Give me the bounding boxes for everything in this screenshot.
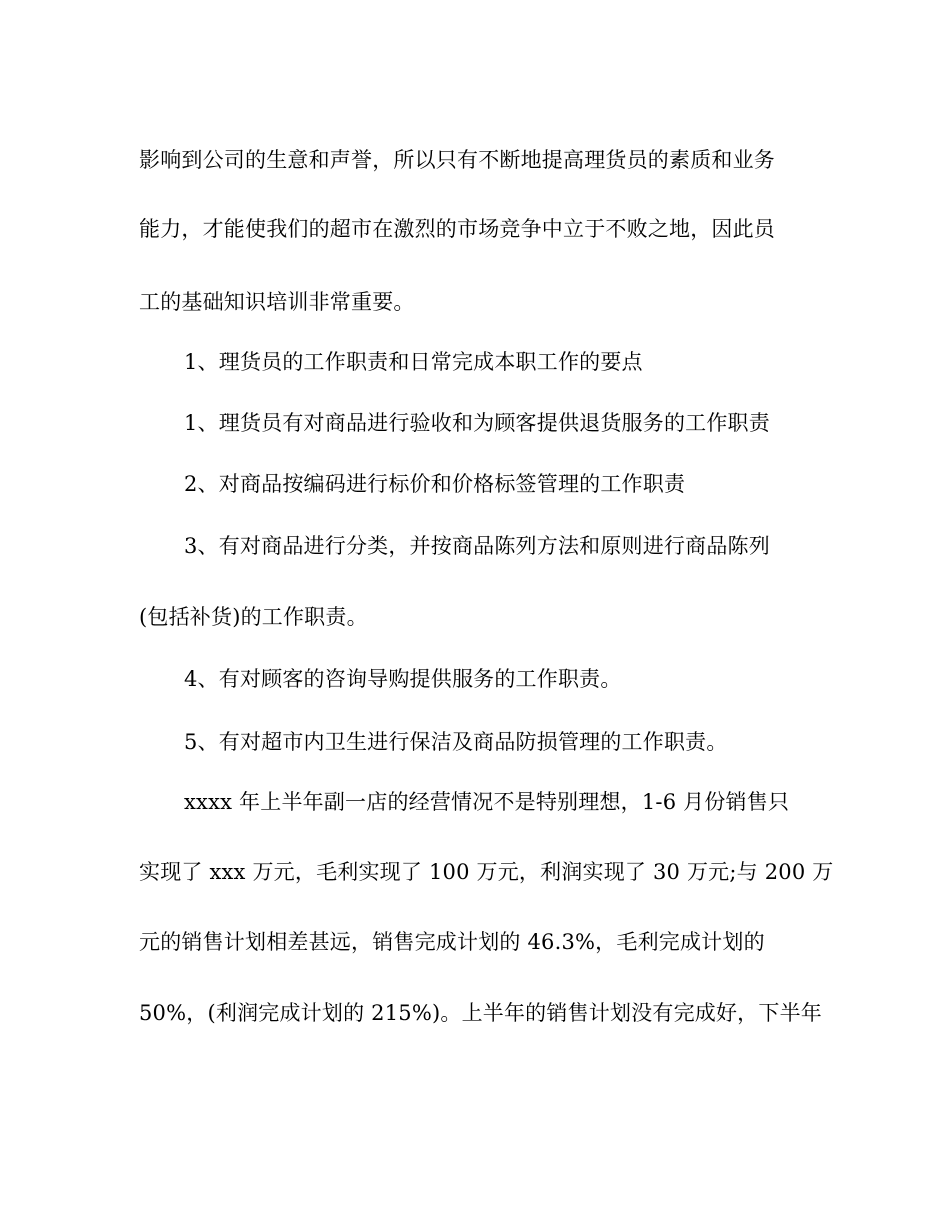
text-line: 能力，才能使我们的超市在激烈的市场竞争中立于不败之地，因此员 (139, 217, 775, 241)
paragraph-start: xxxx 年上半年副一店的经营情况不是特别理想，1-6 月份销售只 (184, 790, 790, 814)
text-line: 工的基础知识培训非常重要。 (139, 290, 415, 314)
list-item: 5、有对超市内卫生进行保洁及商品防损管理的工作职责。 (184, 730, 728, 754)
list-item: 2、对商品按编码进行标价和价格标签管理的工作职责 (184, 472, 686, 496)
list-item: 3、有对商品进行分类，并按商品陈列方法和原则进行商品陈列 (184, 534, 770, 558)
list-item: 4、有对顾客的咨询导购提供服务的工作职责。 (184, 667, 622, 691)
text-line: 实现了 xxx 万元，毛利实现了 100 万元，利润实现了 30 万元;与 200 万 (139, 860, 834, 884)
list-item: 1、理货员有对商品进行验收和为顾客提供退货服务的工作职责 (184, 411, 770, 435)
text-line: 影响到公司的生意和声誉，所以只有不断地提高理货员的素质和业务 (139, 148, 775, 172)
text-line: (包括补货)的工作职责。 (139, 605, 368, 629)
text-line: 50%，(利润完成计划的 215%)。上半年的销售计划没有完成好，下半年 (139, 1001, 822, 1025)
list-heading: 1、理货员的工作职责和日常完成本职工作的要点 (184, 350, 643, 374)
text-line: 元的销售计划相差甚远，销售完成计划的 46.3%，毛利完成计划的 (139, 930, 765, 954)
